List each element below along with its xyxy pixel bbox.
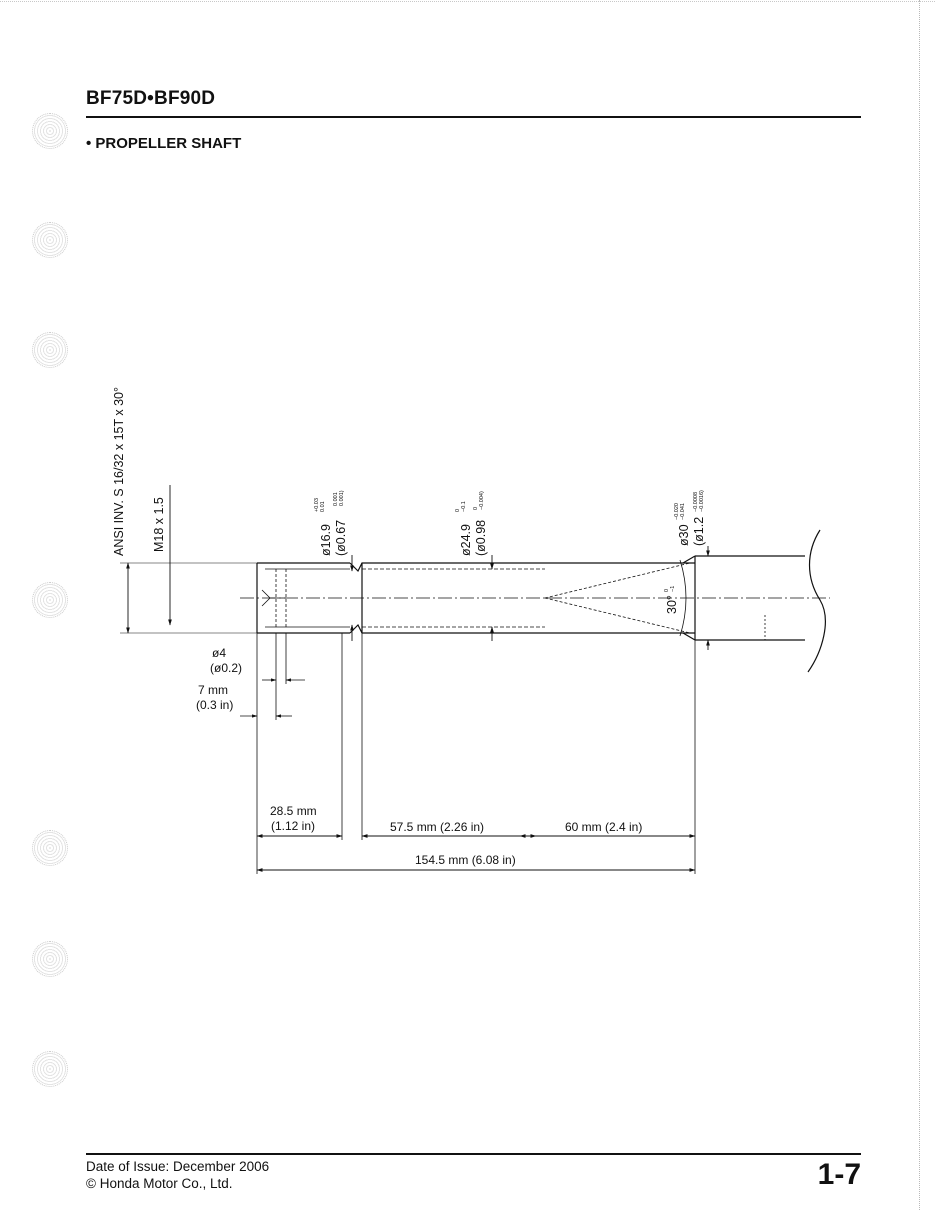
svg-text:ø16.9: ø16.9 (319, 524, 333, 556)
svg-text:ø24.9: ø24.9 (459, 524, 473, 556)
svg-text:(ø0.67: (ø0.67 (334, 519, 348, 556)
dim-d16-9-label (314, 490, 348, 556)
svg-text:0.001: 0.001 (333, 492, 339, 506)
page-number: 1-7 (817, 1158, 861, 1191)
length-2-label: 57.5 mm (2.26 in) (390, 820, 485, 834)
extension-lines (257, 633, 695, 874)
svg-text:0: 0 (473, 506, 479, 510)
issue-date: Date of Issue: December 2006 (86, 1159, 270, 1174)
svg-text:0: 0 (455, 508, 461, 512)
svg-text:−0.041: −0.041 (680, 503, 686, 520)
svg-text:0.01: 0.01 (320, 501, 326, 512)
thread-spec-label: M18 x 1.5 (152, 497, 166, 552)
svg-text:(ø0.98: (ø0.98 (474, 519, 488, 556)
svg-text:−1: −1 (670, 585, 676, 592)
svg-text:−0.020: −0.020 (674, 503, 680, 520)
length-1-imperial-label: (1.12 in) (271, 819, 316, 833)
angle-label (664, 586, 679, 614)
length-3-label: 60 mm (2.4 in) (565, 820, 643, 834)
svg-text:30°: 30° (665, 595, 679, 614)
hole-offset-label: 7 mm (198, 683, 228, 697)
page-title: BF75D•BF90D (86, 88, 216, 109)
diameter-arrows (120, 485, 708, 650)
hole-diameter-label: ø4 (212, 646, 227, 660)
hole-dimension-lines (240, 633, 305, 720)
footer-divider (86, 1153, 861, 1155)
hole-offset-imperial-label: (0.3 in) (196, 698, 234, 712)
dim-d24-9-label (455, 491, 488, 556)
svg-text:ø30: ø30 (677, 524, 691, 546)
svg-text:+0.03: +0.03 (314, 498, 320, 512)
copyright: © Honda Motor Co., Ltd. (86, 1176, 233, 1191)
svg-text:0.001): 0.001) (339, 490, 345, 506)
length-1-label: 28.5 mm (270, 804, 317, 818)
svg-text:0: 0 (664, 588, 670, 592)
total-length-label: 154.5 mm (6.08 in) (415, 853, 516, 867)
svg-text:−0.0016): −0.0016) (699, 490, 705, 512)
svg-text:(ø1.2: (ø1.2 (692, 516, 706, 546)
hole-diameter-imperial-label: (ø0.2) (210, 661, 243, 675)
svg-text:−0.0008: −0.0008 (693, 491, 699, 512)
dim-d30-label (674, 490, 706, 546)
svg-text:−0.1: −0.1 (461, 501, 467, 512)
spline-spec-label: ANSI INV. S 16/32 x 15T x 30° (112, 387, 126, 556)
section-title: • PROPELLER SHAFT (86, 135, 242, 152)
thread-detail (262, 560, 765, 640)
svg-text:−0.004): −0.004) (479, 491, 485, 510)
